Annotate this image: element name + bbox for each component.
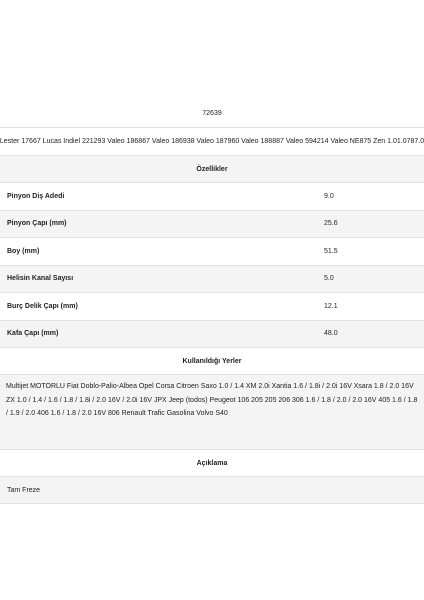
cross-reference-row — [0, 128, 424, 156]
spec-value: 5.0 — [324, 275, 334, 283]
product-code: 72639 — [202, 110, 222, 117]
spec-row — [0, 211, 424, 239]
usage-text: Multijet MOTORLU Fiat Doblo-Palio-Albea Opel Corsa Citroen Saxo 1.0 / 1.4 XM 2.0i Xantia 1.6 / 1.8i / 2.0i 16V Xsara 1.8 / 2.0 16V ZX 1.0 / 1.4 / 1.6 / 1.8 / 1.8i / 2.0 16V / 2.0i 16V JPX Jeep (todos) Peugeot 106 205 205 206 306 1.6 / 1.8 / 2.0 / 2.0 16V 405 1.6 / 1.8 / 1.9 / 2.0 406 1.6 / 1.8 / 2.0 16V 806 Renault Trafic Gasolina Volvo S40 — [6, 383, 418, 418]
usage-heading-row — [0, 348, 424, 375]
notes-heading-row — [0, 450, 424, 477]
usage-heading: Kullanıldığı Yerler — [182, 357, 242, 365]
spec-value: 51.5 — [324, 247, 338, 255]
usage-row — [0, 375, 424, 450]
spec-value: 12.1 — [324, 302, 338, 310]
cross-reference-text: Lester 17667 Lucas Indiel 221293 Valeo 186867 Valeo 186938 Valeo 187960 Valeo 188887 Valeo 594214 Valeo NE875 Zen 1.01.0787.0 — [0, 138, 424, 145]
spec-row — [0, 183, 424, 211]
spec-row — [0, 266, 424, 294]
spec-label: Boy (mm) — [7, 247, 40, 255]
product-code-row — [0, 100, 424, 128]
spec-row — [0, 293, 424, 321]
spec-label: Pinyon Diş Adedi — [7, 192, 65, 200]
spec-label: Helisin Kanal Sayısı — [7, 275, 74, 283]
specs-heading-row — [0, 156, 424, 183]
spec-row — [0, 238, 424, 266]
spec-label: Kafa Çapı (mm) — [7, 330, 59, 338]
spec-value: 25.6 — [324, 220, 338, 228]
spec-row — [0, 321, 424, 349]
notes-heading: Açıklama — [196, 459, 228, 467]
notes-text: Tam Freze — [7, 486, 41, 494]
spec-value: 48.0 — [324, 330, 338, 338]
specs-heading: Özellikler — [196, 165, 228, 173]
spec-label: Burç Delik Çapı (mm) — [7, 302, 78, 310]
spec-value: 9.0 — [324, 192, 334, 200]
notes-row — [0, 477, 424, 504]
spec-label: Pinyon Çapı (mm) — [7, 220, 67, 228]
product-spec-sheet — [0, 100, 424, 504]
